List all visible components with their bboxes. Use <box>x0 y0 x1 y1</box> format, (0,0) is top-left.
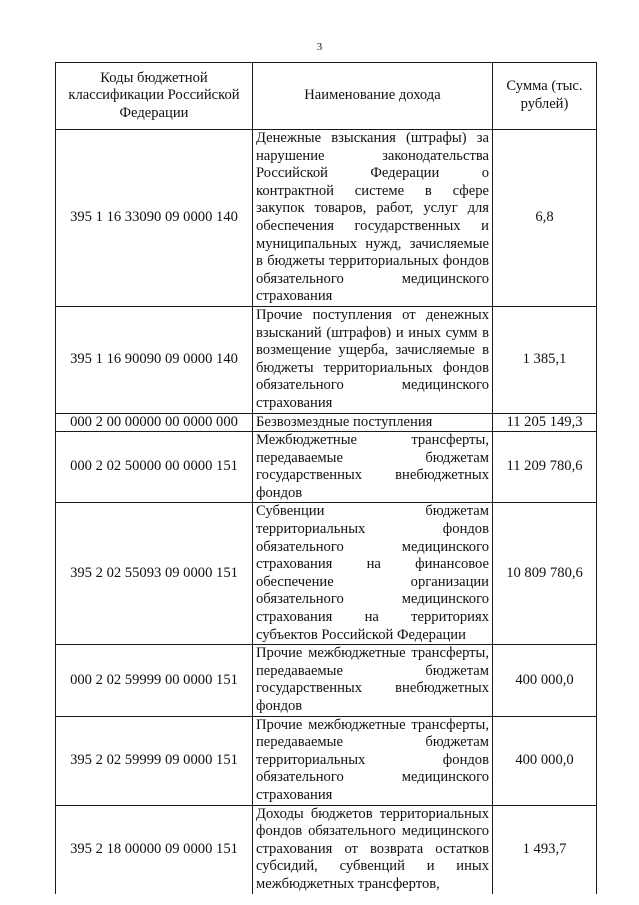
header-code: Коды бюджетной классификации Российской Федерации <box>56 63 253 130</box>
row-name: Денежные взыскания (штрафы) за нарушение законодательства Российской Федерации о контрактной системе в сфере закупок товаров, работ, услуг для обеспечения государственных и муниципальных нужд, зачисляемые в бюджеты территориальных фондов обязательного медицинского страхования <box>253 130 493 307</box>
row-code: 000 2 02 59999 00 0000 151 <box>56 645 253 716</box>
table-row <box>56 432 597 503</box>
row-name: Прочие межбюджетные трансферты, передаваемые бюджетам территориальных фондов обязательного медицинского страхования <box>253 716 493 805</box>
row-sum: 6,8 <box>493 130 597 307</box>
row-name: Межбюджетные трансферты, передаваемые бюджетам государственных внебюджетных фондов <box>253 432 493 503</box>
row-code: 395 2 02 55093 09 0000 151 <box>56 503 253 645</box>
table-row <box>56 306 597 413</box>
table-row <box>56 716 597 805</box>
revenue-table <box>55 62 597 894</box>
table-row <box>56 503 597 645</box>
row-code: 395 2 18 00000 09 0000 151 <box>56 805 253 893</box>
row-code: 395 2 02 59999 09 0000 151 <box>56 716 253 805</box>
row-sum: 10 809 780,6 <box>493 503 597 645</box>
row-sum: 400 000,0 <box>493 645 597 716</box>
row-sum: 11 205 149,3 <box>493 413 597 432</box>
table-row <box>56 645 597 716</box>
row-code: 000 2 02 50000 00 0000 151 <box>56 432 253 503</box>
row-sum: 11 209 780,6 <box>493 432 597 503</box>
row-name: Прочие межбюджетные трансферты, передаваемые бюджетам государственных внебюджетных фондов <box>253 645 493 716</box>
row-sum: 1 493,7 <box>493 805 597 893</box>
row-name: Прочие поступления от денежных взысканий (штрафов) и иных сумм в возмещение ущерба, зачисляемые в бюджеты территориальных фондов обязательного медицинского страхования <box>253 306 493 413</box>
table-header-row <box>56 63 597 130</box>
page-number: 3 <box>316 41 323 53</box>
row-code: 395 1 16 90090 09 0000 140 <box>56 306 253 413</box>
row-name: Субвенции бюджетам территориальных фондов обязательного медицинского страхования на финансовое обеспечение организации обязательного медицинского страхования на территориях субъектов Российской Федерации <box>253 503 493 645</box>
row-code: 000 2 00 00000 00 0000 000 <box>56 413 253 432</box>
row-sum: 1 385,1 <box>493 306 597 413</box>
table-row <box>56 805 597 893</box>
row-name: Безвозмездные поступления <box>253 413 493 432</box>
table-row <box>56 130 597 307</box>
header-name: Наименование дохода <box>253 63 493 130</box>
row-sum: 400 000,0 <box>493 716 597 805</box>
header-sum: Сумма (тыс. рублей) <box>493 63 597 130</box>
row-name: Доходы бюджетов территориальных фондов обязательного медицинского страхования от возврата остатков субсидий, субвенций и иных межбюджетных трансфертов, <box>253 805 493 893</box>
table-row <box>56 413 597 432</box>
row-code: 395 1 16 33090 09 0000 140 <box>56 130 253 307</box>
